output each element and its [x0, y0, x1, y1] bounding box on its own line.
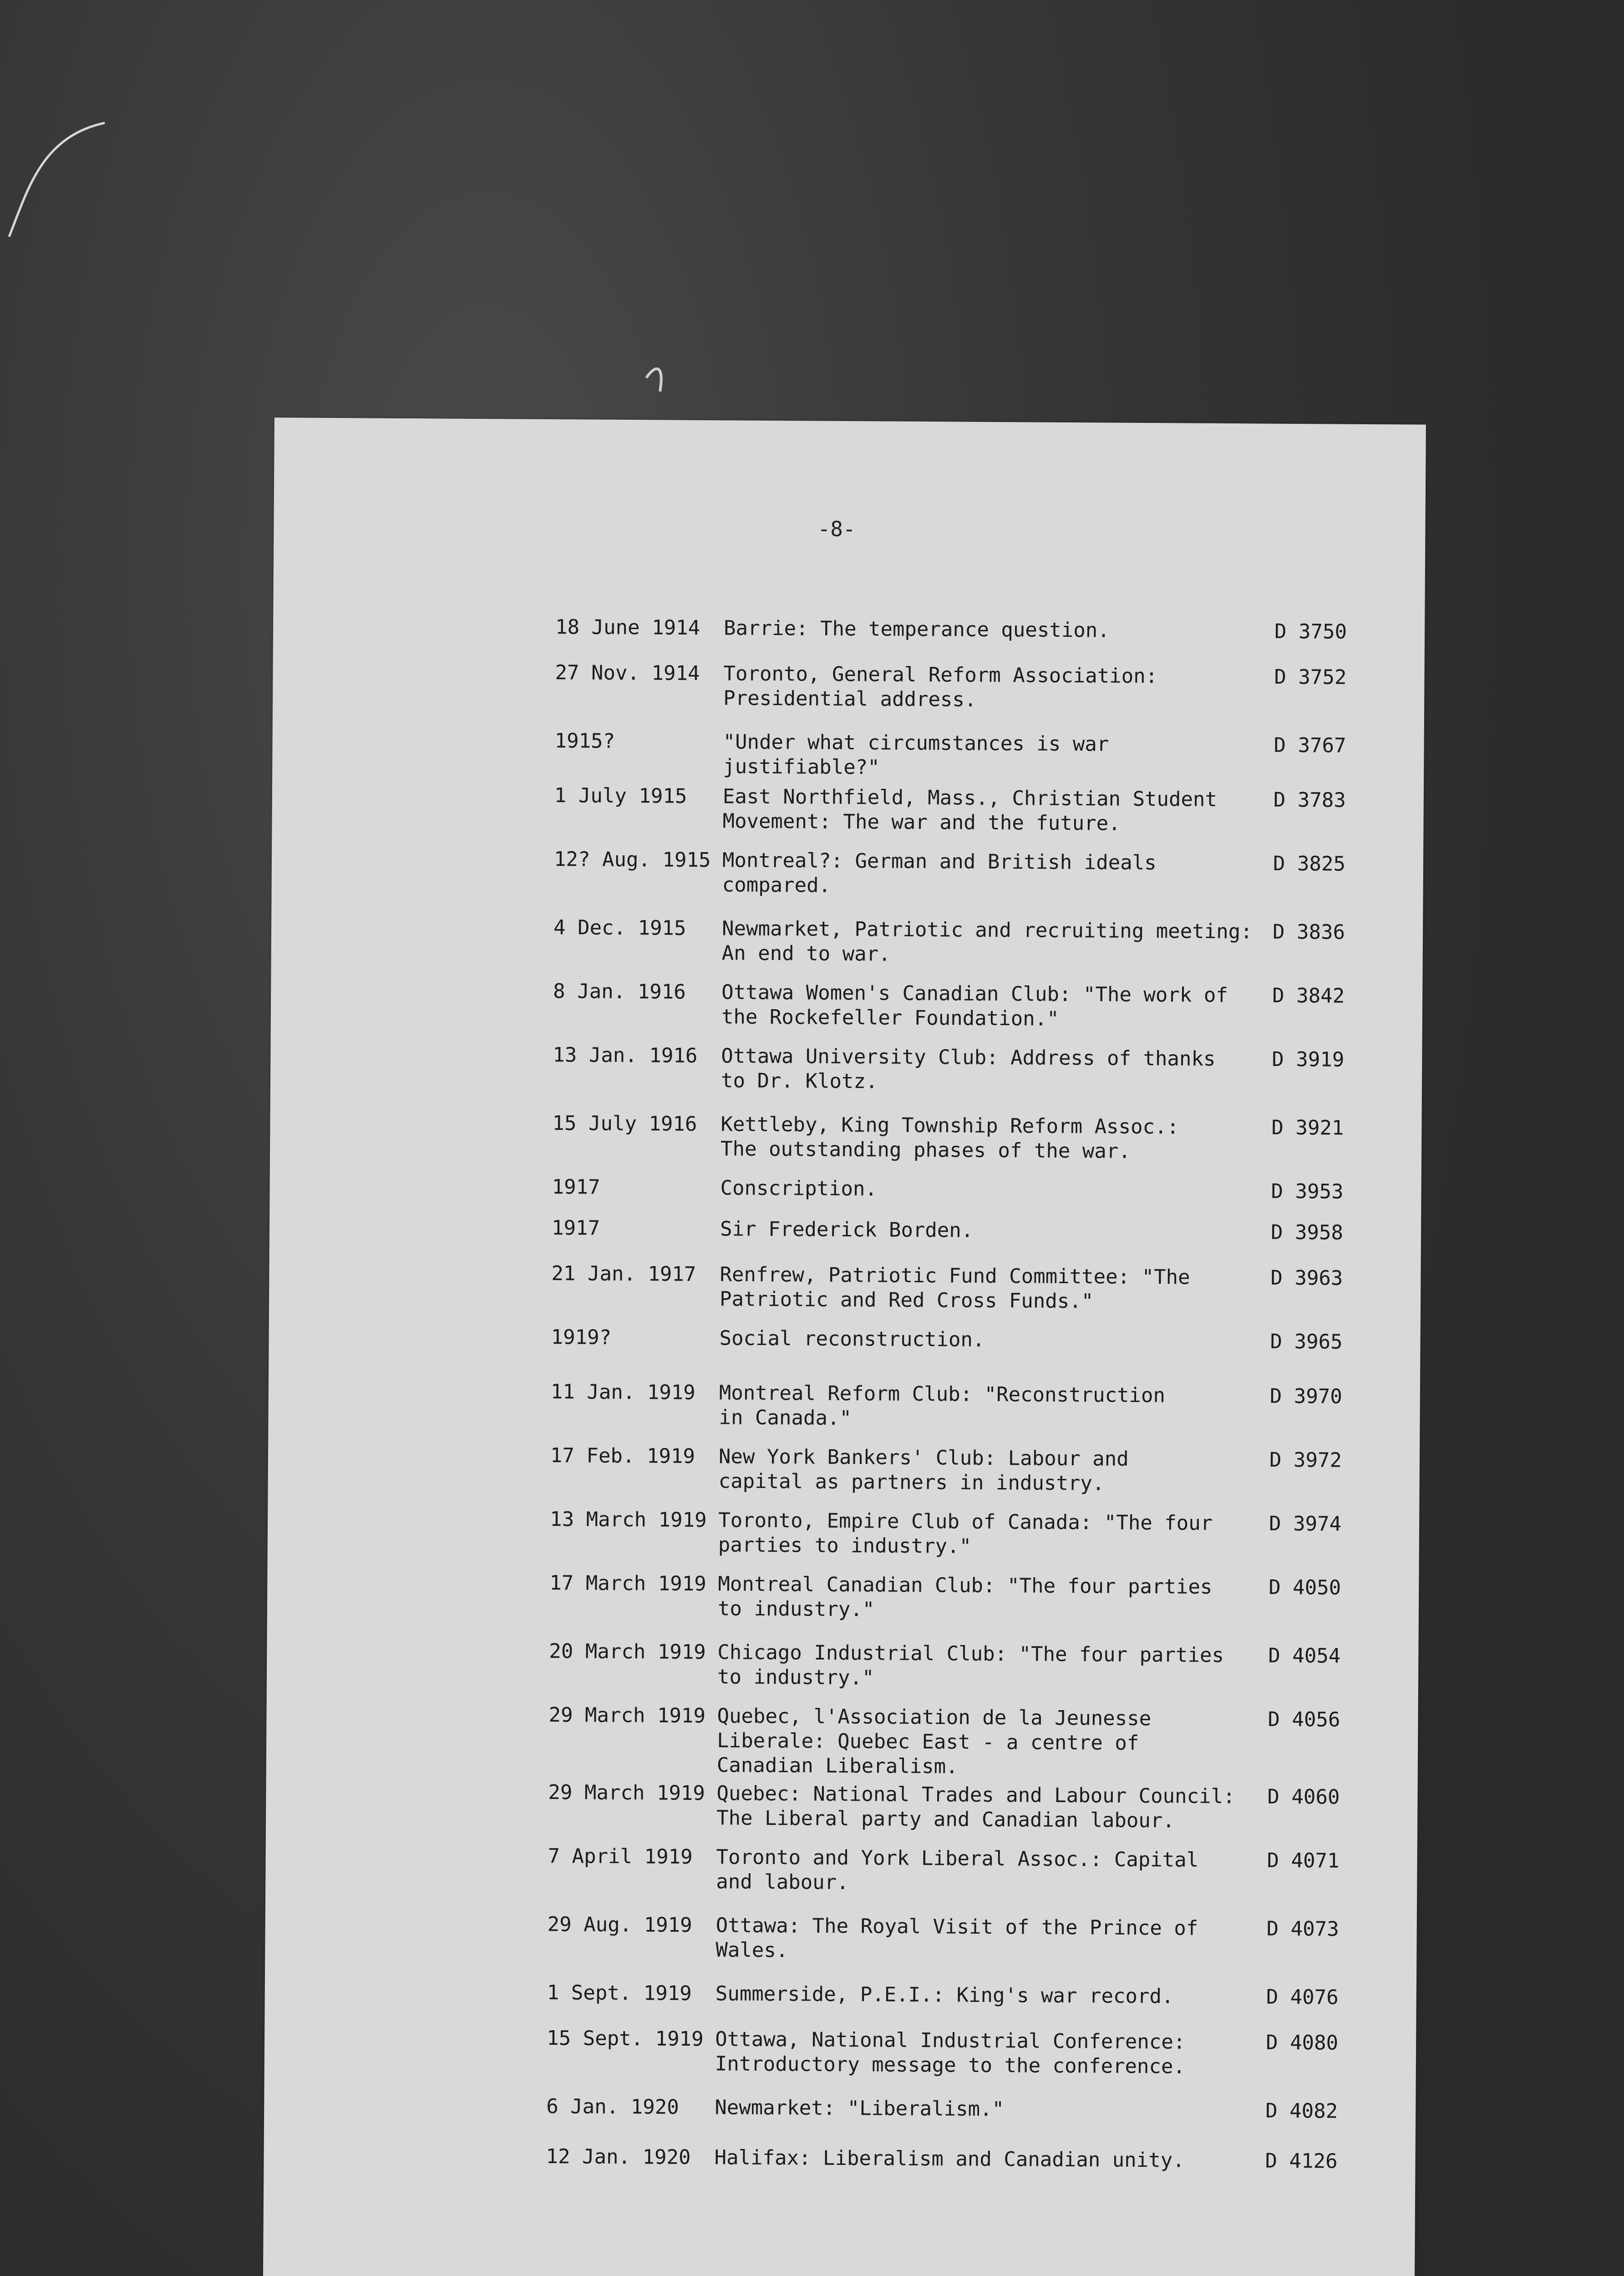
entry-reference: D 4056 [1268, 1707, 1340, 1732]
document-page [263, 417, 1426, 2276]
list-item [268, 1505, 1419, 1558]
entry-date: 6 Jan. 1920 [546, 2095, 679, 2119]
entry-description: Barrie: The temperance question. [723, 616, 1110, 642]
entry-description: Ottawa, National Industrial Conference: Introductory message to the conference. [715, 2027, 1186, 2078]
entry-reference: D 3752 [1274, 665, 1347, 689]
entry-description: Summerside, P.E.I.: King's war record. [715, 1982, 1174, 2008]
entry-reference: D 3919 [1272, 1047, 1345, 1072]
entry-description: East Northfield, Mass., Christian Student Movement: The war and the future. [722, 785, 1218, 835]
entry-description: Toronto and York Liberal Assoc.: Capital and labour. [716, 1845, 1199, 1895]
entry-reference: D 4126 [1265, 2149, 1338, 2173]
entry-description: Ottawa Women's Canadian Club: "The work of the Rockefeller Foundation." [721, 981, 1228, 1031]
entry-date: 1917 [552, 1175, 600, 1199]
entry-reference: D 3963 [1270, 1266, 1343, 1290]
list-item [267, 1569, 1419, 1621]
entry-description: Conscription. [720, 1176, 878, 1201]
list-item [269, 1260, 1421, 1313]
entry-date: 17 March 1919 [549, 1571, 706, 1596]
entry-description: Sir Frederick Borden. [720, 1217, 974, 1242]
entry-description: Renfrew, Patriotic Fund Committee: "The Patriotic and Red Cross Funds." [719, 1263, 1190, 1313]
entry-reference: D 4050 [1269, 1575, 1341, 1600]
entry-date: 4 Dec. 1915 [553, 916, 686, 940]
list-item [273, 613, 1425, 644]
list-item [271, 914, 1423, 966]
list-item [273, 659, 1425, 711]
entry-reference: D 4082 [1265, 2099, 1338, 2123]
entry-reference: D 3825 [1273, 852, 1346, 876]
entry-date: 21 Jan. 1917 [551, 1262, 696, 1286]
entry-description: Halifax: Liberalism and Canadian unity. [714, 2146, 1185, 2172]
entry-date: 29 March 1919 [548, 1703, 706, 1728]
entry-date: 8 Jan. 1916 [553, 980, 686, 1004]
entry-description: Montreal Canadian Club: "The four parties to industry." [717, 1572, 1213, 1621]
list-item [271, 977, 1422, 1031]
entry-list [263, 417, 1426, 2276]
entry-reference: D 4071 [1267, 1849, 1340, 1873]
entry-description: Toronto, Empire Club of Canada: "The four parties to industry." [718, 1509, 1213, 1558]
entry-date: 1919? [551, 1326, 612, 1349]
entry-reference: D 3842 [1272, 984, 1345, 1008]
entry-date: 15 July 1916 [552, 1112, 697, 1136]
entry-description: Newmarket: "Liberalism." [715, 2096, 1005, 2121]
list-item [269, 1214, 1421, 1245]
entry-description: Quebec, l'Association de la Jeunesse Liberale: Quebec East - a centre of Canadian Liberalism. [716, 1704, 1152, 1778]
entry-description: Quebec: National Trades and Labour Council: The Liberal party and Canadian labour. [716, 1782, 1235, 1833]
entry-reference: D 3921 [1271, 1116, 1344, 1140]
entry-date: 17 Feb. 1919 [550, 1444, 695, 1468]
entry-description: Social reconstruction. [719, 1326, 985, 1351]
list-item [269, 1323, 1421, 1354]
entry-reference: D 3958 [1270, 1220, 1344, 1245]
entry-reference: D 4076 [1266, 1985, 1339, 2009]
entry-reference: D 3767 [1274, 733, 1346, 757]
list-item [268, 1442, 1420, 1495]
entry-reference: D 4060 [1267, 1785, 1340, 1809]
entry-date: 27 Nov. 1914 [555, 661, 700, 686]
list-item [264, 2024, 1416, 2078]
entry-date: 20 March 1919 [549, 1640, 706, 1664]
entry-reference: D 3974 [1269, 1512, 1342, 1536]
entry-reference: D 4054 [1268, 1644, 1341, 1668]
list-item [264, 2143, 1416, 2173]
entry-reference: D 3750 [1274, 620, 1347, 644]
entry-description: "Under what circumstances is war justifiable?" [723, 730, 1109, 779]
list-item [271, 1041, 1422, 1093]
entry-date: 18 June 1914 [555, 615, 700, 640]
list-item [267, 1701, 1418, 1778]
entry-description: Toronto, General Reform Association: Presidential address. [723, 662, 1158, 711]
entry-date: 13 Jan. 1916 [553, 1043, 698, 1068]
list-item [270, 1173, 1421, 1204]
list-item [265, 1910, 1417, 1962]
list-item [269, 1378, 1420, 1430]
entry-reference: D 4080 [1266, 2031, 1339, 2055]
entry-reference: D 4073 [1266, 1917, 1339, 1941]
entry-date: 29 Aug. 1919 [547, 1913, 692, 1937]
list-item [270, 1109, 1422, 1163]
page-number: -8- [817, 516, 856, 542]
list-item [272, 845, 1423, 897]
entry-reference: D 3972 [1269, 1448, 1342, 1472]
list-item [273, 727, 1424, 779]
entry-date: 11 Jan. 1919 [550, 1380, 695, 1405]
entry-date: 1 Sept. 1919 [547, 1981, 692, 2005]
entry-reference: D 3965 [1270, 1330, 1343, 1354]
list-item [272, 782, 1424, 835]
entry-description: Montreal?: German and British ideals compared. [722, 848, 1157, 897]
entry-date: 29 March 1919 [548, 1781, 705, 1805]
entry-reference: D 3836 [1272, 920, 1345, 944]
entry-date: 1915? [554, 729, 615, 753]
entry-date: 1917 [551, 1216, 600, 1240]
list-item [264, 2093, 1416, 2123]
entry-description: Kettleby, King Township Reform Assoc.: The outstanding phases of the war. [720, 1113, 1179, 1163]
entry-date: 12? Aug. 1915 [553, 848, 711, 872]
entry-reference: D 3783 [1273, 788, 1346, 812]
list-item [267, 1637, 1419, 1690]
entry-description: Chicago Industrial Club: "The four parties to industry." [717, 1641, 1224, 1690]
entry-date: 13 March 1919 [550, 1508, 707, 1532]
entry-date: 7 April 1919 [548, 1844, 693, 1869]
list-item [265, 1979, 1416, 2009]
entry-description: Newmarket, Patriotic and recruiting meeting: An end to war. [721, 917, 1253, 966]
entry-date: 15 Sept. 1919 [547, 2027, 704, 2051]
entry-description: New York Bankers' Club: Labour and capital as partners in industry. [718, 1445, 1129, 1495]
list-item [266, 1842, 1417, 1895]
entry-description: Ottawa University Club: Address of thanks to Dr. Klotz. [721, 1044, 1216, 1093]
entry-reference: D 3953 [1271, 1179, 1344, 1204]
entry-description: Ottawa: The Royal Visit of the Prince of Wales. [716, 1914, 1198, 1962]
entry-date: 12 Jan. 1920 [546, 2145, 691, 2169]
entry-date: 1 July 1915 [554, 784, 687, 808]
entry-reference: D 3970 [1269, 1384, 1342, 1408]
entry-description: Montreal Reform Club: "Reconstruction in Canada." [719, 1381, 1166, 1430]
